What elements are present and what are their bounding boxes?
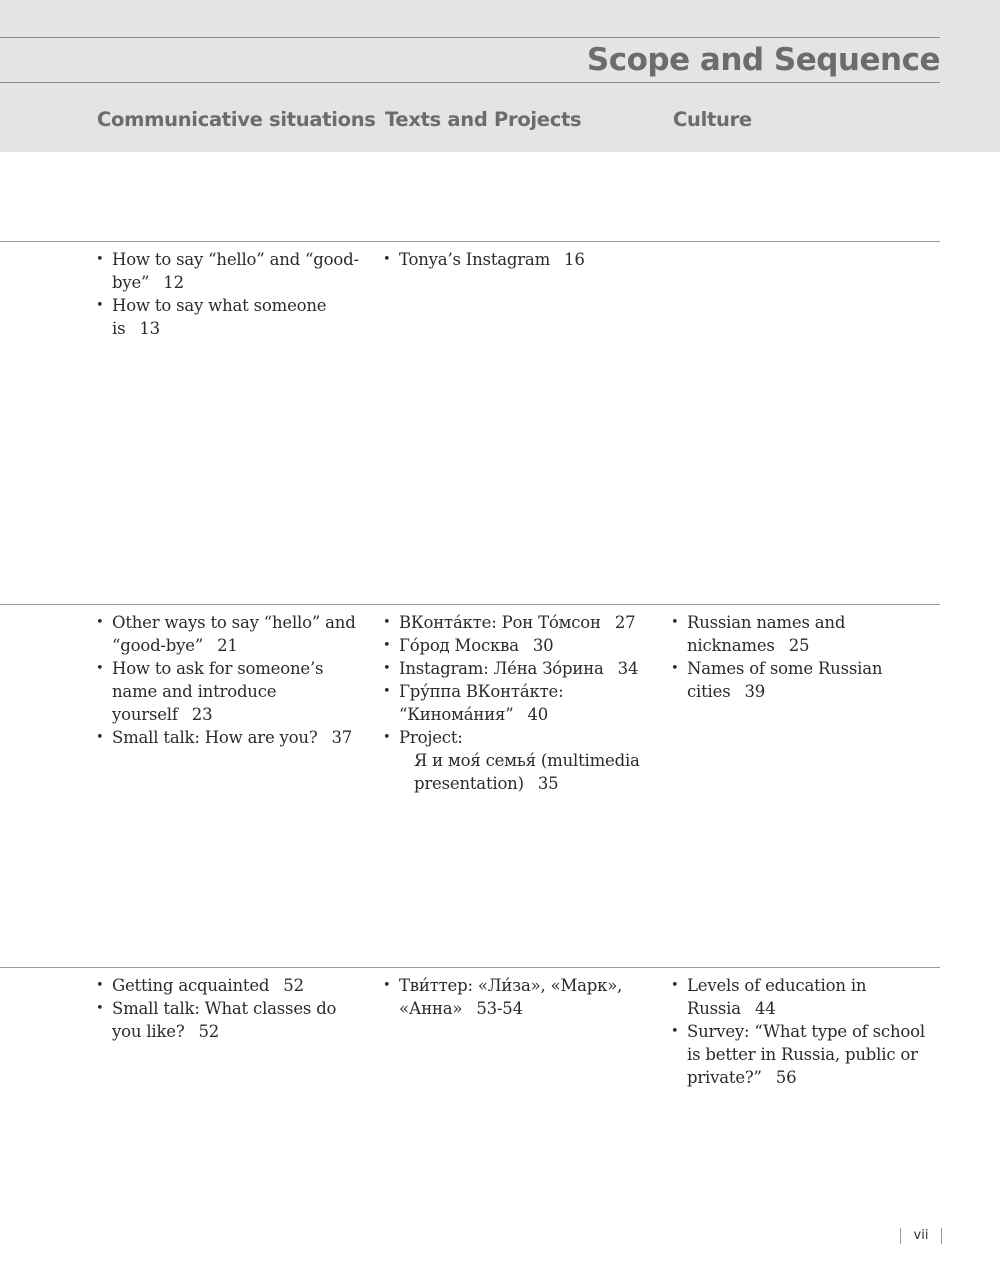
page-ref: 40: [527, 705, 549, 724]
page-ref: 27: [614, 613, 636, 632]
page-ref: 13: [139, 319, 160, 338]
list-item: • Го́род Москва 30: [383, 634, 653, 657]
row-2-texts: [383, 611, 653, 795]
row-2-communicative: [96, 611, 366, 749]
list-item: • Instagram: Ле́на Зо́рина 34: [383, 657, 653, 680]
list-item: • ВКонта́кте: Рон То́мсон 27: [383, 611, 653, 634]
page-ref: 35: [537, 774, 559, 793]
list-item: • Other ways to say “hello” and “good-bye” 21: [96, 611, 366, 657]
list-item: • Russian names and nicknames 25: [671, 611, 931, 657]
page-title: Scope and Sequence: [586, 42, 940, 78]
row-3-communicative: [96, 974, 366, 1043]
list-item: • Getting acquainted 52: [96, 974, 366, 997]
page-ref: 56: [775, 1068, 797, 1087]
column-header-culture: Culture: [673, 108, 752, 131]
list-item: • Small talk: What classes do you like? 52: [96, 997, 366, 1043]
page-ref: 34: [617, 659, 639, 678]
page-ref: 53-54: [476, 999, 523, 1018]
page-ref: 23: [191, 705, 213, 724]
row-1-communicative: [96, 248, 366, 340]
list-item: • How to ask for someone’s name and introduce yourself 23: [96, 657, 366, 726]
row-3-culture: [671, 974, 931, 1089]
page-ref: 16: [564, 250, 585, 269]
row-divider: [0, 241, 940, 242]
page-ref: 52: [283, 976, 304, 995]
list-item: • Levels of education in Russia 44: [671, 974, 931, 1020]
column-header-communicative: Communicative situations: [97, 108, 376, 131]
list-item: • Гру́ппа ВКонта́кте: “Кинома́ния” 40: [383, 680, 653, 726]
row-divider: [0, 967, 940, 968]
list-item: • How to say “hello” and “good-bye” 12: [96, 248, 366, 294]
page-ref: 21: [217, 636, 238, 655]
page-ref: 25: [788, 636, 810, 655]
header-title-rule: [0, 82, 940, 83]
list-item: • Tonya’s Instagram 16: [383, 248, 653, 271]
column-header-texts: Texts and Projects: [385, 108, 582, 131]
list-item: • Тви́ттер: «Ли́за», «Марк», «Анна» 53-54: [383, 974, 653, 1020]
page-ref: 37: [331, 728, 353, 747]
page-ref: 52: [198, 1022, 220, 1041]
list-item: • Names of some Russian cities 39: [671, 657, 931, 703]
page-number: vii: [900, 1226, 942, 1246]
list-item: • Survey: “What type of school is better in Russia, public or private?” 56: [671, 1020, 931, 1089]
row-1-texts: [383, 248, 653, 271]
row-divider: [0, 604, 940, 605]
row-2-culture: [671, 611, 931, 703]
page-ref: 44: [754, 999, 776, 1018]
page-ref: 39: [744, 682, 766, 701]
page-ref: 30: [532, 636, 554, 655]
list-item: • How to say what someone is 13: [96, 294, 366, 340]
project-item: • Project: Я и моя́ семья́ (multimedia presentation) 35: [383, 726, 653, 795]
list-item: • Small talk: How are you? 37: [96, 726, 366, 749]
page-ref: 12: [163, 273, 184, 292]
row-3-texts: [383, 974, 653, 1020]
